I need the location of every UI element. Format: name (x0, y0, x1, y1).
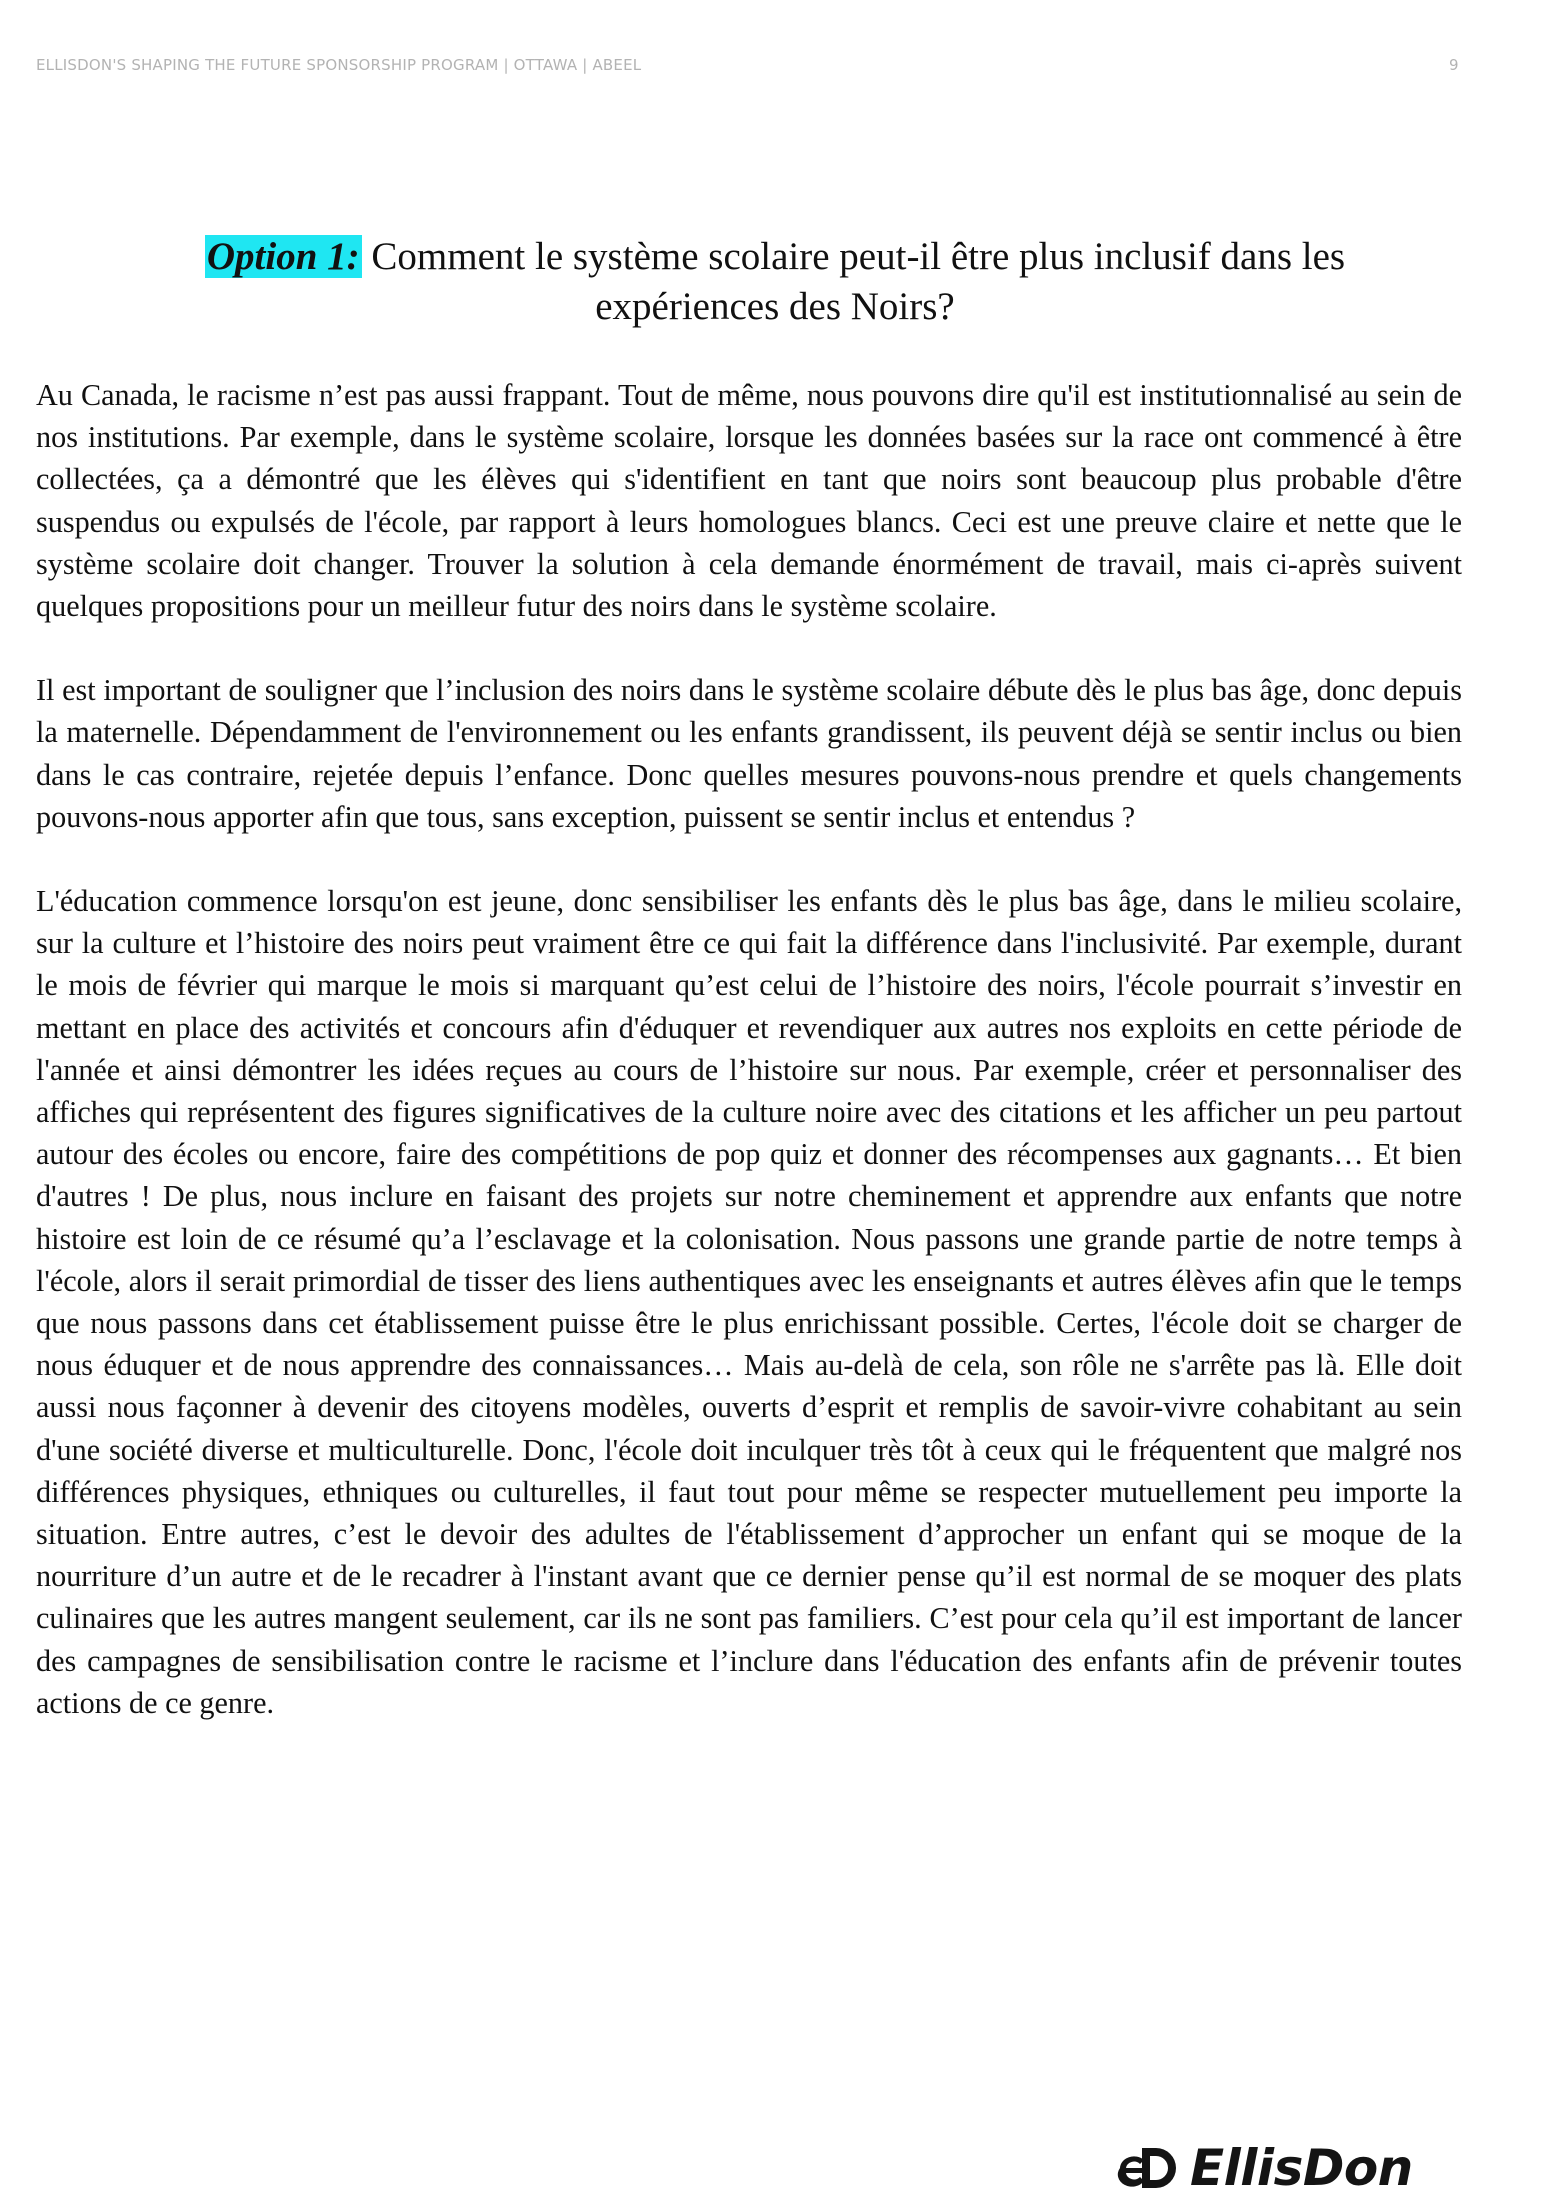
section-title (0, 232, 1550, 332)
section-title-text: Comment le système scolaire peut-il être plus inclusif dans les (361, 235, 1346, 278)
page-number: 9 (1449, 56, 1459, 74)
paragraph: L'éducation commence lorsqu'on est jeune, donc sensibiliser les enfants dès le plus bas âge, dans le milieu scolaire, sur la culture et l’histoire des noirs peut vraiment être ce qui fait la différence dans l'inclusivité. Par exemple, durant le mois de février qui marque le mois si marquant qu’est celui de l’histoire des noirs, l'école pourrait s’investir en mettant en place des activités et concours afin d'éduquer et revendiquer aux autres nos exploits en cette période de l'année et ainsi démontrer les idées reçues au cours de l’histoire sur nous. Par exemple, créer et personnaliser des affiches qui représentent des figures significatives de la culture noire avec des citations et les afficher un peu partout autour des écoles ou encore, faire des compétitions de pop quiz et donner des récompenses aux gagnants… Et bien d'autres ! De plus, nous inclure en faisant des projets sur notre cheminement et apprendre aux enfants que notre histoire est loin de ce résumé qu’a l’esclavage et la colonisation. Nous passons une grande partie de notre temps à l'école, alors il serait primordial de tisser des liens authentiques avec les enseignants et autres élèves afin que le temps que nous passons dans cet établissement puisse être le plus enrichissant possible. Certes, l'école doit se charger de nous éduquer et de nous apprendre des connaissances… Mais au-delà de cela, son rôle ne s'arrête pas là. Elle doit aussi nous façonner à devenir des citoyens modèles, ouverts d’esprit et remplis de savoir-vivre cohabitant au sein d'une société diverse et multiculturelle. Donc, l'école doit inculquer très tôt à ceux qui le fréquentent que malgré nos différences physiques, ethniques ou culturelles, il faut tout pour même se respecter mutuellement peu importe la situation. Entre autres, c’est le devoir des adultes de l'établissement d’approcher un enfant qui se moque de la nourriture d’un autre et de le recadrer à l'instant avant que ce dernier pense qu’il est normal de se moquer des plats culinaires que les autres mangent seulement, car ils ne sont pas familiers. C’est pour cela qu’il est important de lancer des campagnes de sensibilisation contre le racisme et l’inclure dans l'éducation des enfants afin de prévenir toutes actions de ce genre. (36, 884, 1462, 1720)
section-title-line-1 (0, 232, 1550, 282)
ellisdon-logo-mark-icon (1116, 2144, 1182, 2192)
body-text (36, 374, 1462, 1766)
ellisdon-logo (1116, 2140, 1413, 2196)
logo-wordmark: EllisDon (1190, 2139, 1413, 2197)
paragraph: Au Canada, le racisme n’est pas aussi frappant. Tout de même, nous pouvons dire qu'il est institutionnalisé au sein de nos institutions. Par exemple, dans le système scolaire, lorsque les données basées sur la race ont commencé à être collectées, ça a démontré que les élèves qui s'identifient en tant que noirs sont beaucoup plus probable d'être suspendus ou expulsés de l'école, par rapport à leurs homologues blancs. Ceci est une preuve claire et nette que le système scolaire doit changer. Trouver la solution à cela demande énormément de travail, mais ci-après suivent quelques propositions pour un meilleur futur des noirs dans le système scolaire. (36, 378, 1462, 624)
option-label-highlight: Option 1: (206, 235, 360, 278)
paragraph: Il est important de souligner que l’inclusion des noirs dans le système scolaire débute dès le plus bas âge, donc depuis la maternelle. Dépendamment de l'environnement ou les enfants grandissent, ils peuvent déjà se sentir inclus ou bien dans le cas contraire, rejetée depuis l’enfance. Donc quelles mesures pouvons-nous prendre et quels changements pouvons-nous apporter afin que tous, sans exception, puissent se sentir inclus et entendus ? (36, 673, 1462, 834)
running-header-title: ELLISDON'S SHAPING THE FUTURE SPONSORSHIP PROGRAM | OTTAWA | ABEEL (36, 56, 642, 74)
page-header (36, 56, 1514, 80)
section-title-line-2: expériences des Noirs? (595, 285, 955, 328)
